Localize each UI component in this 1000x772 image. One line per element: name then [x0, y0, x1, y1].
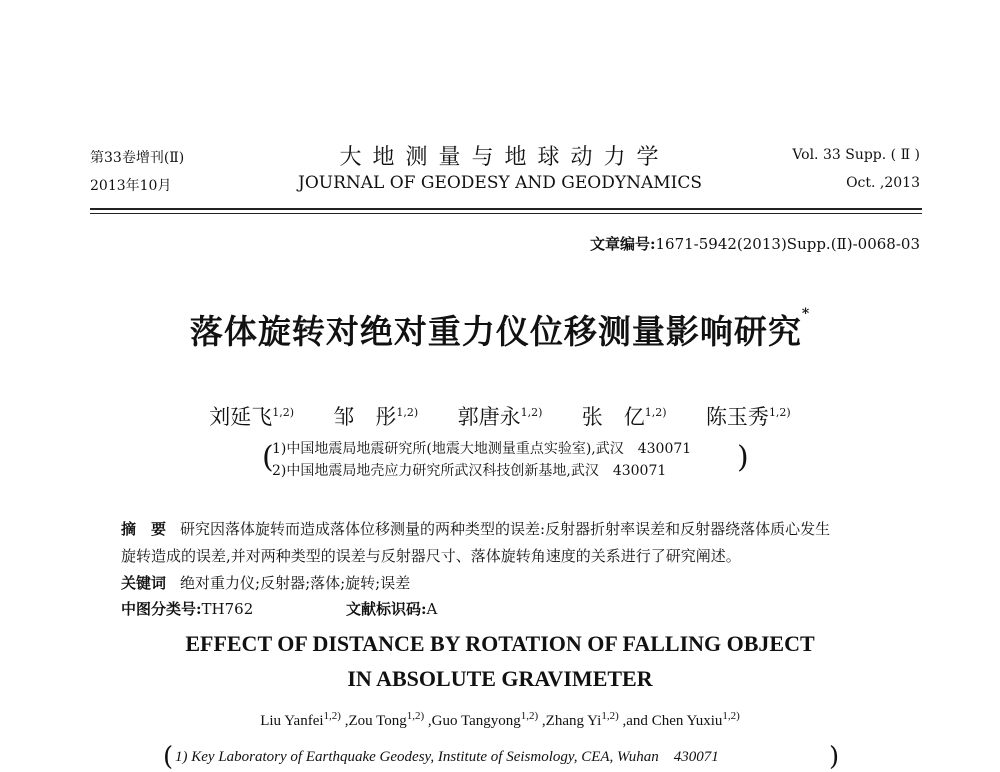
- author-en: Guo Tangyong$^{1,2)}$ ,: [431, 710, 546, 729]
- paper-title-en-1: EFFECT OF DISTANCE BY ROTATION OF FALLING OBJECT: [185, 631, 815, 656]
- article-id: [590, 233, 920, 254]
- abstract-line-1: [121, 518, 830, 539]
- authors-en: [0, 710, 1000, 730]
- paper-title-cn: [0, 306, 1000, 353]
- author-en: Zou Tong$^{1,2)}$ ,: [348, 710, 432, 729]
- abstract-text-2: 旋转造成的误差,并对两种类型的误差与反射器尺寸、落体旋转角速度的关系进行了研究阐述。: [121, 547, 741, 565]
- clc-label: 中图分类号:: [121, 600, 202, 618]
- volume-cn: 第33卷增刊(Ⅱ): [90, 150, 185, 166]
- date-cn: 2013年10月: [90, 178, 172, 194]
- clc-value: TH762: [201, 600, 254, 618]
- doc-code: [346, 598, 437, 619]
- date-en: Oct. ,2013: [846, 175, 920, 191]
- author-en: Liu Yanfei$^{1,2)}$ ,: [260, 710, 349, 729]
- author-cn: 张 亿$^{1,2)}$: [581, 405, 667, 429]
- author-cn: 陈玉秀$^{1,2)}$: [705, 405, 791, 429]
- affiliation-en-bracket-left: (: [163, 742, 174, 772]
- author-en: Zhang Yi$^{1,2)}$ ,and: [545, 710, 652, 729]
- paper-title-text: 落体旋转对绝对重力仪位移测量影响研究: [189, 312, 802, 351]
- paper-title-en-2: IN ABSOLUTE GRAVIMETER: [347, 666, 653, 691]
- author-cn: 邹 彤$^{1,2)}$: [333, 405, 419, 429]
- abstract-text-1: 研究因落体旋转而造成落体位移测量的两种类型的误差:反射器折射率误差和反射器绕落体质心发生: [180, 520, 831, 538]
- header-rule-top: [90, 208, 922, 210]
- keywords-label: 关键词: [121, 574, 167, 592]
- authors-cn: [0, 401, 1000, 431]
- abstract-label: 摘 要: [121, 520, 167, 538]
- keywords-value: 绝对重力仪;反射器;落体;旋转;误差: [180, 574, 411, 592]
- header-rule-bottom: [90, 213, 922, 214]
- article-id-label: 文章编号:: [589, 235, 656, 253]
- author-cn: 郭唐永$^{1,2)}$: [457, 405, 543, 429]
- classification: [121, 598, 253, 619]
- author-cn: 刘延飞$^{1,2)}$: [209, 405, 295, 429]
- affiliation-en-1: 1) Key Laboratory of Earthquake Geodesy, Institute of Seismology, CEA, Wuhan 430071: [175, 749, 719, 765]
- keywords: [121, 572, 410, 593]
- affiliation-bracket-right: ): [737, 440, 749, 475]
- doc-code-label: 文献标识码:: [346, 600, 427, 618]
- doc-code-value: A: [426, 600, 438, 618]
- journal-title-cn: 大 地 测 量 与 地 球 动 力 学: [339, 145, 661, 170]
- affiliation-cn-2: 2)中国地震局地壳应力研究所武汉科技创新基地,武汉 430071: [272, 463, 667, 479]
- journal-title-en: JOURNAL OF GEODESY AND GEODYNAMICS: [298, 173, 702, 193]
- affiliation-en-bracket-right: ): [829, 742, 840, 772]
- title-footnote-mark: *: [801, 306, 811, 322]
- volume-en: Vol. 33 Supp. ( Ⅱ ): [792, 147, 920, 163]
- author-en: Chen Yuxiu$^{1,2)}$: [651, 710, 740, 729]
- affiliation-cn-1: 1)中国地震局地震研究所(地震大地测量重点实验室),武汉 430071: [272, 441, 692, 457]
- article-id-value: 1671-5942(2013)Supp.(Ⅱ)-0068-03: [655, 235, 920, 253]
- affiliations-cn: [272, 438, 691, 482]
- affiliation-bracket-left: (: [262, 440, 274, 475]
